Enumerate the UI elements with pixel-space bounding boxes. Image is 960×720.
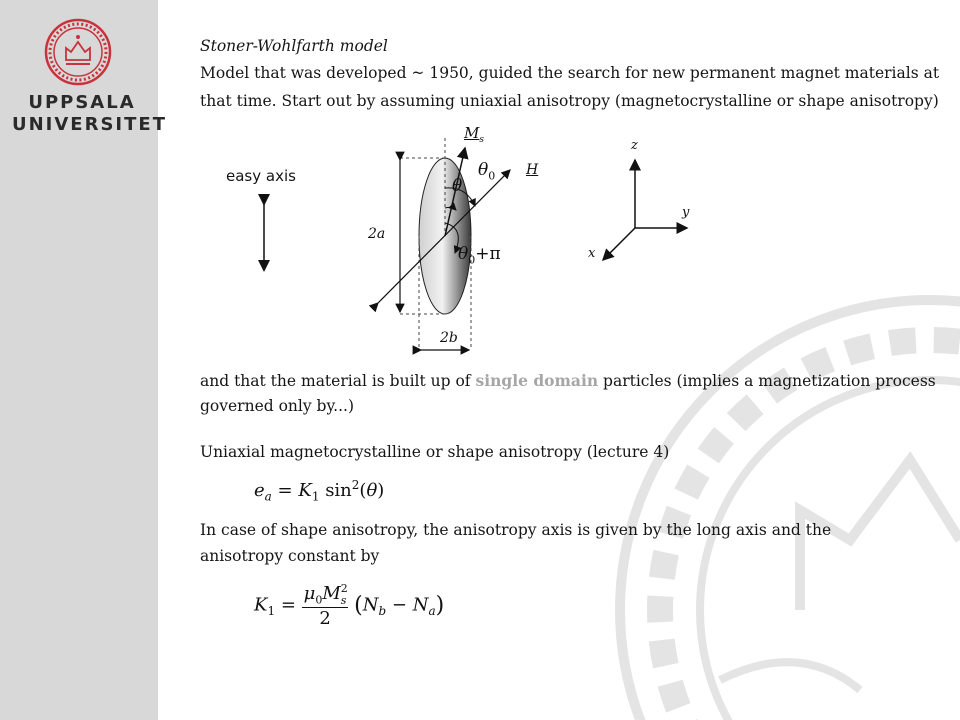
label-2b: 2b	[440, 330, 458, 346]
sidebar	[0, 0, 167, 720]
label-theta0-plus-pi: $\theta_0+\pi$	[458, 244, 501, 267]
coordinate-axes	[585, 150, 695, 266]
university-seal-logo	[44, 18, 112, 86]
axis-label-x: x	[588, 246, 596, 261]
seal-watermark	[600, 280, 960, 720]
easy-axis-label: easy axis	[226, 167, 296, 185]
axis-label-y: y	[682, 205, 690, 220]
ellipsoid-diagram	[350, 128, 550, 358]
intro-line-1: Model that was developed ~ 1950, guided the search for new permanent magnet materials at	[200, 64, 940, 82]
label-theta0: $\theta_0$	[478, 160, 496, 183]
paragraph-single-domain-line2: governed only by...)	[200, 397, 355, 415]
label-h: H	[526, 162, 539, 178]
paragraph-anisotropy: Uniaxial magnetocrystalline or shape anisotropy (lecture 4)	[200, 443, 670, 461]
label-theta: θ	[452, 176, 463, 196]
equation-anisotropy-constant: $K_1$ = $\frac{\mu_0M^2_s}{2}$ $(N_b - N_a)$	[254, 582, 445, 629]
equation-anisotropy-energy: $e_a = K_1$ $\sin^2(\theta)$	[254, 478, 385, 504]
slide-title: Stoner-Wohlfarth model	[200, 37, 388, 55]
paragraph-shape-anisotropy-1: In case of shape anisotropy, the anisotropy axis is given by the long axis and the	[200, 521, 832, 539]
logo-text-uppsala: UPPSALA	[28, 92, 136, 113]
label-2a: 2a	[368, 226, 386, 242]
paragraph-single-domain	[200, 368, 936, 394]
intro-line-2: that time. Start out by assuming uniaxial anisotropy (magnetocrystalline or shape anisotropy)	[200, 92, 939, 110]
logo-text-universitet: UNIVERSITET	[12, 114, 167, 135]
axis-label-z: z	[631, 138, 638, 153]
paragraph-text-part: and that the material is built up of	[200, 372, 476, 390]
x-axis	[603, 228, 635, 260]
paragraph-text-part: particles (implies a magnetization process	[598, 372, 936, 390]
paragraph-shape-anisotropy-2: anisotropy constant by	[200, 547, 380, 565]
label-ms: $M_s$	[464, 124, 484, 145]
easy-axis-arrow	[250, 190, 280, 276]
highlight-single-domain: single domain	[475, 371, 599, 390]
